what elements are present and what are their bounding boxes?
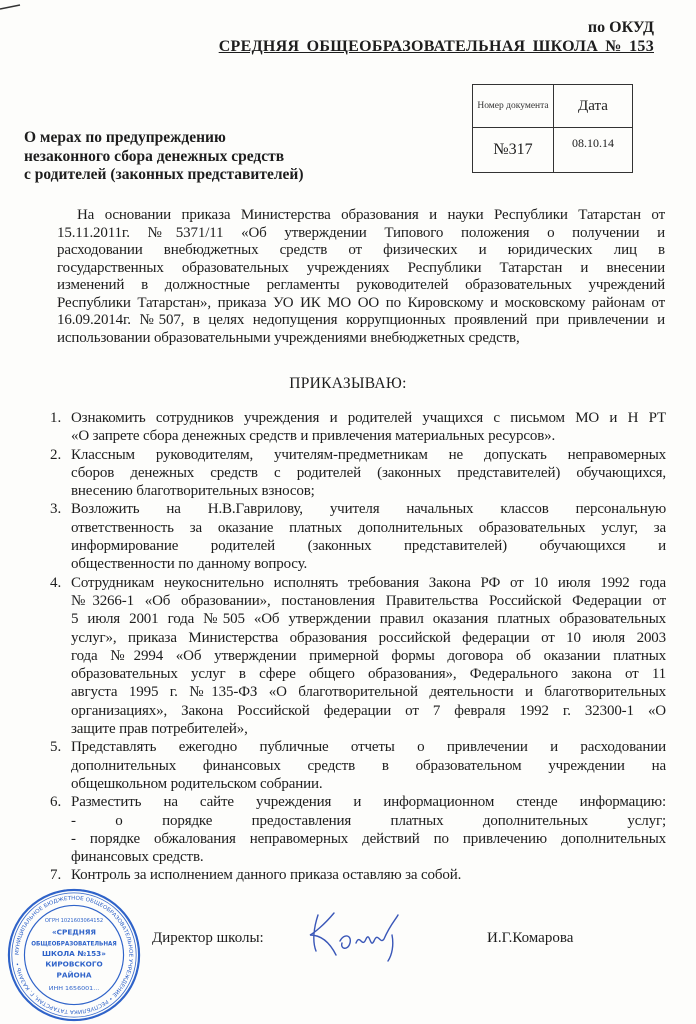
preamble-line: использовании образовательными учреждениями внебюджетных средств, [57, 329, 520, 346]
document-number-table [472, 84, 633, 173]
order-item-line: услуг», приказа Министерства образования российской федерации от 10 июля 2003 [71, 629, 666, 646]
signatory-name: И.Г.Комарова [487, 930, 574, 946]
preamble-paragraph [57, 207, 665, 347]
stamp-ring-text: МУНИЦИПАЛЬНОЕ БЮДЖЕТНОЕ ОБЩЕОБРАЗОВАТЕЛЬНОЕ УЧРЕЖДЕНИЕ • РЕСПУБЛИКА ТАТАРСТАН, Г. КАЗАНЬ • [14, 895, 134, 1015]
order-item-line: 5 июля 2001 года №505 «Об утверждении правил оказания платных образовательных [71, 611, 666, 628]
order-item [50, 446, 666, 501]
order-item-line: информирование родителей (законных представителей) обучающихся и [71, 538, 666, 555]
order-item [50, 574, 666, 739]
date-header: Дата [554, 85, 633, 128]
order-item-line: финансовых средств. [71, 849, 204, 866]
preamble-line: На основании приказа Министерства образования и науки Республики Татарстан от [77, 207, 665, 223]
order-item-line: внесению благотворительных взносов; [71, 483, 315, 500]
order-item-line: образовательных услуг в сфере общего образования», Федерального закона от 11 [71, 666, 666, 683]
order-items-list [50, 409, 666, 885]
order-item-number: 4. [50, 574, 62, 591]
order-item [50, 866, 666, 884]
stamp-center-line: ОБЩЕОБРАЗОВАТЕЛЬНАЯ [31, 940, 117, 948]
title-line: О мерах по предупреждению [24, 129, 226, 146]
order-item [50, 738, 666, 793]
order-item-line: Контроль за исполнением данного приказа оставляю за собой. [71, 867, 462, 884]
order-item-line: Разместить на сайте учреждения и информационном стенде информацию: [71, 794, 666, 811]
order-item-line: - порядке обжалования неправомерных действий по привлечению дополнительных [71, 830, 666, 847]
order-item-number: 6. [50, 794, 62, 811]
stamp-ogrn: ОГРН 1021603064152 [44, 917, 104, 924]
preamble-line: расходовании внебюджетных средств от физических и юридических лиц в [57, 242, 665, 258]
preamble-line: 16.09.2014г. №507, в целях недопущения коррупционных проявлений при привлечении и [57, 312, 665, 328]
order-item-number: 5. [50, 739, 62, 756]
preamble-line: изменений в должностные регламенты руководителей образовательных учреждений [57, 277, 665, 293]
order-item-line: Представлять ежегодно публичные отчеты о привлечении и расходовании [71, 739, 666, 756]
stamp-center-line: КИРОВСКОГО [45, 959, 103, 969]
order-item-line: организациях», Закона Российской федерации от 7 февраля 1992 г. 32300-1 «О [71, 702, 666, 719]
order-item-number: 2. [50, 446, 62, 463]
order-item-line: защите прав потребителей», [71, 721, 248, 738]
stamp-center-line: «СРЕДНЯЯ [51, 927, 97, 937]
order-item-line: - о порядке предоставления платных дополнительных услуг; [71, 812, 666, 829]
order-item-line: сборов денежных средств с родителей (законных представителей) обучающихся, [71, 464, 666, 481]
order-item-number: 1. [50, 410, 62, 426]
order-item-line: Сотрудникам неукоснительно исполнять требования Закона РФ от 10 июля 1992 года [71, 574, 666, 591]
document-number: №317 [473, 128, 554, 173]
signatory-role: Директор школы: [152, 930, 264, 946]
order-item-number: 3. [50, 501, 62, 518]
scan-mark [0, 0, 40, 20]
order-item-line: ответственность за оказание платных дополнительных образовательных услуг, за [71, 519, 666, 536]
preamble-line: Республики Татарстан», приказа УО ИК МО ОО по Кировскому и московскому районам от [57, 294, 665, 311]
stamp-center-line: РАЙОНА [56, 970, 92, 980]
stamp-inn: ИНН 1656001... [48, 985, 100, 992]
document-title [24, 129, 304, 185]
order-item-line: года №2994 «Об утверждении примерной формы договора об оказании платных [71, 647, 666, 664]
order-item [50, 793, 666, 866]
document-date: 08.10.14 [554, 128, 633, 173]
order-item-line: дополнительных финансовых средств в образовательном учреждении на [71, 757, 666, 774]
order-item-line: «О запрете сбора денежных средств и привлечения материальных ресурсов». [71, 428, 556, 445]
order-item-number: 7. [50, 867, 62, 884]
order-item [50, 500, 666, 573]
preamble-line: 15.11.2011г. №5371/11 «Об утверждении Типового положения о получении и [57, 224, 665, 241]
title-line: незаконного сбора денежных средств [24, 147, 285, 165]
number-header: Номер документа [473, 85, 554, 128]
stamp-center-line: ШКОЛА №153» [42, 948, 106, 958]
order-item-line: Классным руководителям, учителям-предметникам не допускать неправомерных [71, 446, 666, 463]
order-item-line: общешкольном родительском собрании. [71, 775, 323, 792]
order-heading: ПРИКАЗЫВАЮ: [289, 375, 407, 392]
school-name: СРЕДНЯЯ ОБЩЕОБРАЗОВАТЕЛЬНАЯ ШКОЛА № 153 [218, 38, 654, 55]
order-item-line: №3266-1 «Об образовании», постановления Правительства Российской Федерации от [71, 592, 666, 609]
order-item [50, 409, 666, 446]
order-item-line: Возложить на Н.В.Гаврилову, учителя начальных классов персональную [71, 501, 666, 518]
preamble-line: государственных образовательных учреждениях Республики Татарстан и внесении [57, 259, 665, 276]
order-item-line: общественности по данному вопросу. [71, 556, 308, 573]
official-stamp [6, 887, 142, 1023]
title-line: с родителей (законных представителей) [24, 166, 304, 183]
okud-label: по ОКУД [587, 19, 654, 36]
order-item-line: Ознакомить сотрудников учреждения и родителей учащихся с письмом МО и Н РТ [71, 410, 666, 426]
order-item-line: августа 1995 г. №135-ФЗ «О благотворительной деятельности и благотворительных [71, 684, 666, 701]
handwritten-signature [300, 905, 410, 965]
